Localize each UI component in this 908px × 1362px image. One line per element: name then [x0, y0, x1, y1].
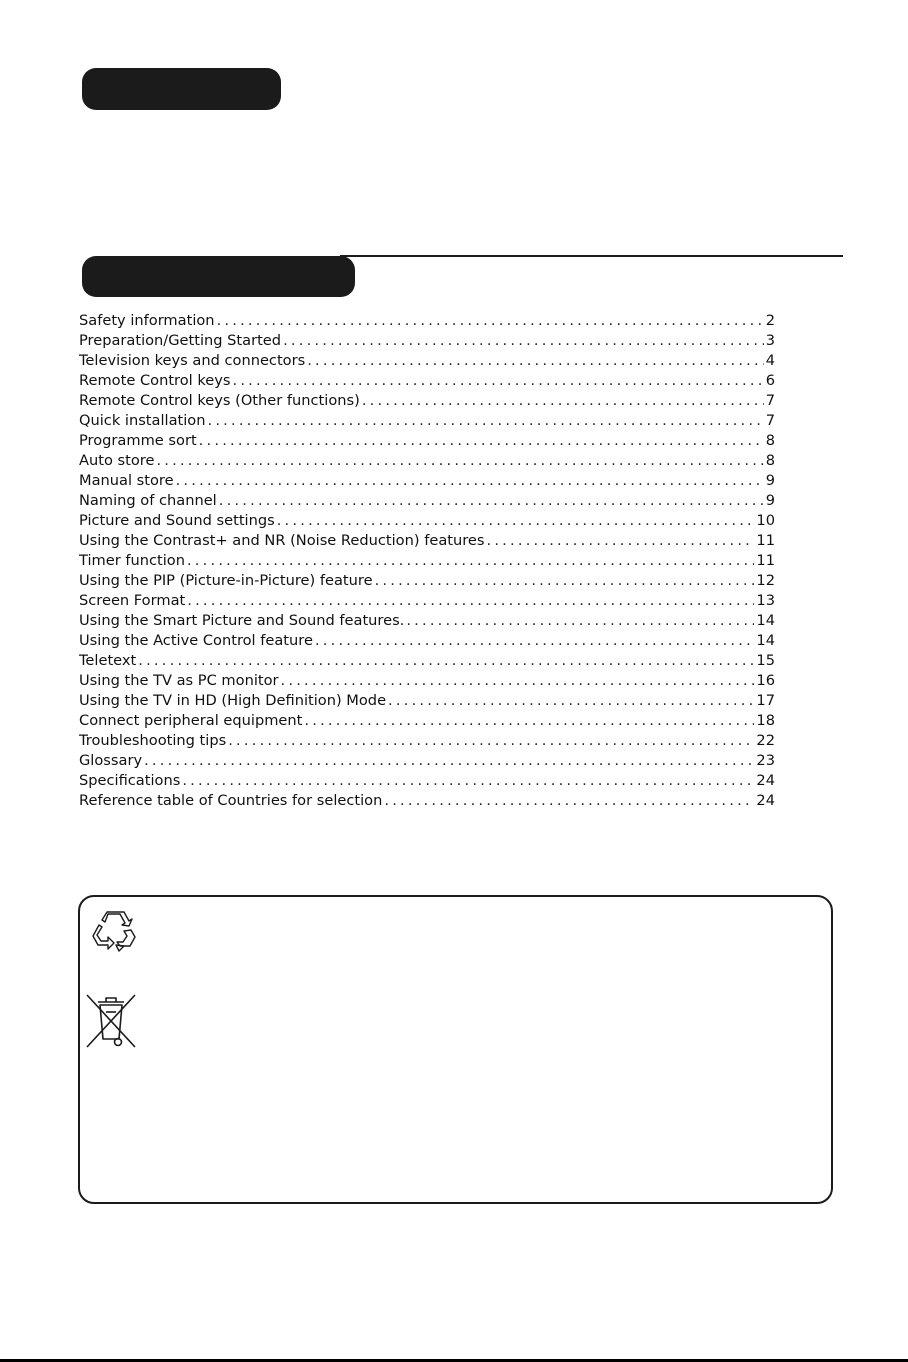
toc-dot-leader	[228, 731, 754, 751]
toc-entry	[79, 551, 775, 571]
toc-entry-title: Troubleshooting tips	[79, 732, 227, 749]
toc-entry-title: Remote Control keys (Other functions)	[79, 392, 360, 409]
toc-entry	[79, 451, 775, 471]
toc-dot-leader	[156, 451, 763, 471]
toc-entry-title: Using the TV as PC monitor	[79, 672, 279, 689]
toc-dot-leader	[487, 531, 755, 551]
recycle-icon	[91, 909, 137, 955]
toc-entry	[79, 771, 775, 791]
toc-dot-leader	[304, 711, 754, 731]
toc-dot-leader	[388, 691, 754, 711]
toc-entry-page-number: 12	[756, 572, 775, 589]
toc-dot-leader	[277, 511, 755, 531]
toc-dot-leader	[182, 771, 754, 791]
introduction-heading-bar	[82, 68, 281, 110]
toc-entry	[79, 391, 775, 411]
toc-dot-leader	[315, 631, 754, 651]
toc-dot-leader	[283, 331, 764, 351]
toc-entry	[79, 571, 775, 591]
toc-dot-leader	[233, 371, 764, 391]
toc-entry	[79, 591, 775, 611]
toc-entry-page-number: 18	[756, 712, 775, 729]
environmental-notice-box	[78, 895, 833, 1204]
toc-dot-leader	[281, 671, 755, 691]
toc-dot-leader	[176, 471, 764, 491]
toc-entry	[79, 351, 775, 371]
toc-entry	[79, 711, 775, 731]
toc-entry	[79, 331, 775, 351]
toc-entry-title: Using the Contrast+ and NR (Noise Reduction) features	[79, 532, 485, 549]
toc-entry	[79, 411, 775, 431]
toc-dot-leader	[187, 551, 754, 571]
toc-entry	[79, 371, 775, 391]
toc-entry-page-number: 6	[765, 372, 775, 389]
crossed-out-wheelie-bin-icon	[84, 992, 138, 1050]
toc-entry-title: Quick installation	[79, 412, 206, 429]
toc-entry-title: Manual store	[79, 472, 174, 489]
toc-entry-page-number: 11	[756, 552, 775, 569]
toc-entry-page-number: 14	[756, 612, 775, 629]
toc-dot-leader	[375, 571, 755, 591]
toc-entry-page-number: 7	[765, 412, 775, 429]
toc-entry-page-number: 23	[756, 752, 775, 769]
toc-entry-page-number: 11	[756, 532, 775, 549]
toc-entry-title: Glossary	[79, 752, 143, 769]
toc-entry-page-number: 13	[756, 592, 775, 609]
toc-entry	[79, 631, 775, 651]
toc-entry-title: Specifications	[79, 772, 181, 789]
toc-dot-leader	[406, 611, 754, 631]
toc-entry-page-number: 17	[756, 692, 775, 709]
toc-entry-title: Using the PIP (Picture-in-Picture) feature	[79, 572, 373, 589]
toc-entry-title: Auto store	[79, 452, 155, 469]
toc-entry-title: Screen Format	[79, 592, 186, 609]
toc-entry-page-number: 24	[756, 772, 775, 789]
toc-entry-page-number: 14	[756, 632, 775, 649]
toc-entry-title: Remote Control keys	[79, 372, 231, 389]
toc-entry-page-number: 2	[765, 312, 775, 329]
toc-entry	[79, 611, 775, 631]
toc-dot-leader	[219, 491, 764, 511]
toc-dot-leader	[199, 431, 764, 451]
toc-entry	[79, 731, 775, 751]
toc-dot-leader	[138, 651, 754, 671]
toc-entry-page-number: 3	[765, 332, 775, 349]
toc-entry-title: Television keys and connectors	[79, 352, 306, 369]
toc-entry-title: Connect peripheral equipment	[79, 712, 303, 729]
toc-entry-page-number: 15	[756, 652, 775, 669]
toc-entry-title: Preparation/Getting Started	[79, 332, 282, 349]
toc-entry	[79, 751, 775, 771]
toc-dot-leader	[384, 791, 754, 811]
toc-entry-page-number: 9	[765, 472, 775, 489]
toc-entry	[79, 791, 775, 811]
toc-entry-page-number: 4	[765, 352, 775, 369]
toc-entry-page-number: 8	[765, 432, 775, 449]
toc-entry-page-number: 22	[756, 732, 775, 749]
toc-entry-title: Using the TV in HD (High Definition) Mode	[79, 692, 387, 709]
contents-heading-bar	[82, 256, 355, 297]
toc-entry	[79, 531, 775, 551]
toc-entry-title: Using the Smart Picture and Sound features.	[79, 612, 405, 629]
toc-entry-page-number: 7	[765, 392, 775, 409]
toc-entry	[79, 651, 775, 671]
toc-entry	[79, 671, 775, 691]
toc-entry-page-number: 10	[756, 512, 775, 529]
toc-dot-leader	[307, 351, 764, 371]
table-of-contents	[79, 311, 775, 811]
toc-entry-title: Using the Active Control feature	[79, 632, 313, 649]
toc-entry-page-number: 16	[756, 672, 775, 689]
toc-entry	[79, 511, 775, 531]
toc-entry-title: Teletext	[79, 652, 137, 669]
contents-heading-rule	[340, 255, 843, 257]
toc-dot-leader	[187, 591, 754, 611]
toc-entry-title: Programme sort	[79, 432, 197, 449]
toc-entry-title: Naming of channel	[79, 492, 217, 509]
toc-entry-title: Picture and Sound settings	[79, 512, 275, 529]
toc-entry	[79, 691, 775, 711]
toc-entry-title: Safety information	[79, 312, 215, 329]
toc-entry-page-number: 9	[765, 492, 775, 509]
toc-dot-leader	[207, 411, 763, 431]
toc-entry-page-number: 24	[756, 792, 775, 809]
toc-dot-leader	[362, 391, 764, 411]
toc-entry	[79, 471, 775, 491]
toc-dot-leader	[217, 311, 764, 331]
toc-entry-title: Reference table of Countries for selection	[79, 792, 383, 809]
toc-entry-title: Timer function	[79, 552, 185, 569]
toc-dot-leader	[144, 751, 754, 771]
toc-entry	[79, 491, 775, 511]
toc-entry-page-number: 8	[765, 452, 775, 469]
toc-entry	[79, 311, 775, 331]
toc-entry	[79, 431, 775, 451]
